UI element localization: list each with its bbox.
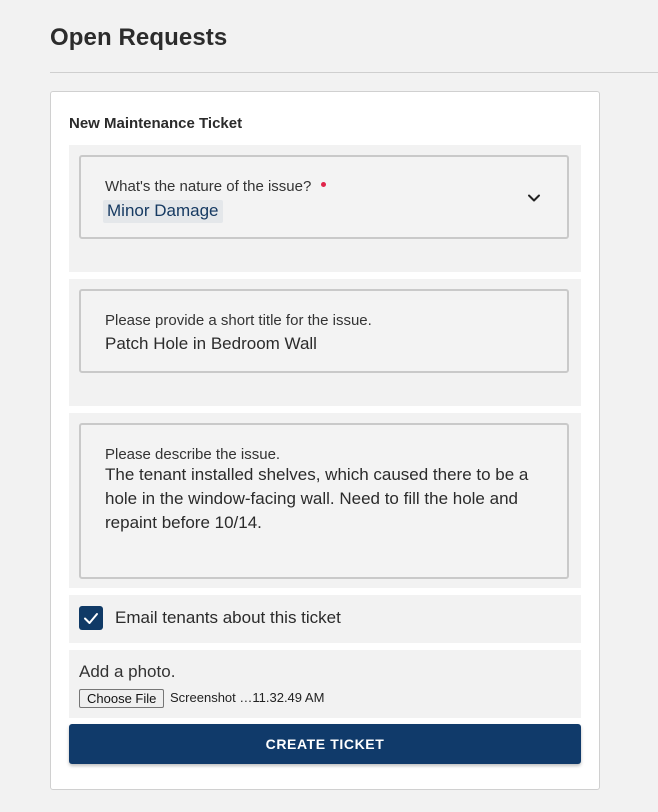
short-title-input[interactable] [79,289,569,373]
email-tenants-checkbox[interactable] [79,606,103,630]
issue-type-section [69,145,581,272]
issue-type-selected-chip: Minor Damage [103,200,223,223]
page-title: Open Requests [50,24,228,51]
issue-type-select[interactable] [79,155,569,239]
required-indicator [321,182,326,187]
choose-file-button[interactable]: Choose File [79,689,164,708]
chevron-down-icon[interactable] [527,191,541,205]
short-title-section [69,279,581,406]
new-ticket-card [50,91,600,790]
photo-label: Add a photo. [79,662,176,681]
photo-upload-section [69,650,581,718]
email-tenants-label[interactable]: Email tenants about this ticket [115,608,341,627]
selected-file-name: Screenshot …11.32.49 AM [170,690,325,705]
description-textarea[interactable] [79,423,569,579]
title-divider [50,72,658,73]
card-title: New Maintenance Ticket [69,115,243,132]
checkmark-icon [79,606,103,630]
issue-type-label-row [105,178,326,195]
short-title-label: Please provide a short title for the issue. [105,312,372,329]
create-ticket-button[interactable]: CREATE TICKET [69,724,581,764]
short-title-value[interactable]: Patch Hole in Bedroom Wall [105,334,317,353]
email-tenants-section [69,595,581,643]
description-value[interactable]: The tenant installed shelves, which caused there to be a hole in the window-facing wall. Need to fill the hole and repaint before 10/14. [105,465,529,532]
issue-type-label: What's the nature of the issue? [105,178,312,195]
description-label: Please describe the issue. [105,446,281,463]
description-section [69,413,581,588]
